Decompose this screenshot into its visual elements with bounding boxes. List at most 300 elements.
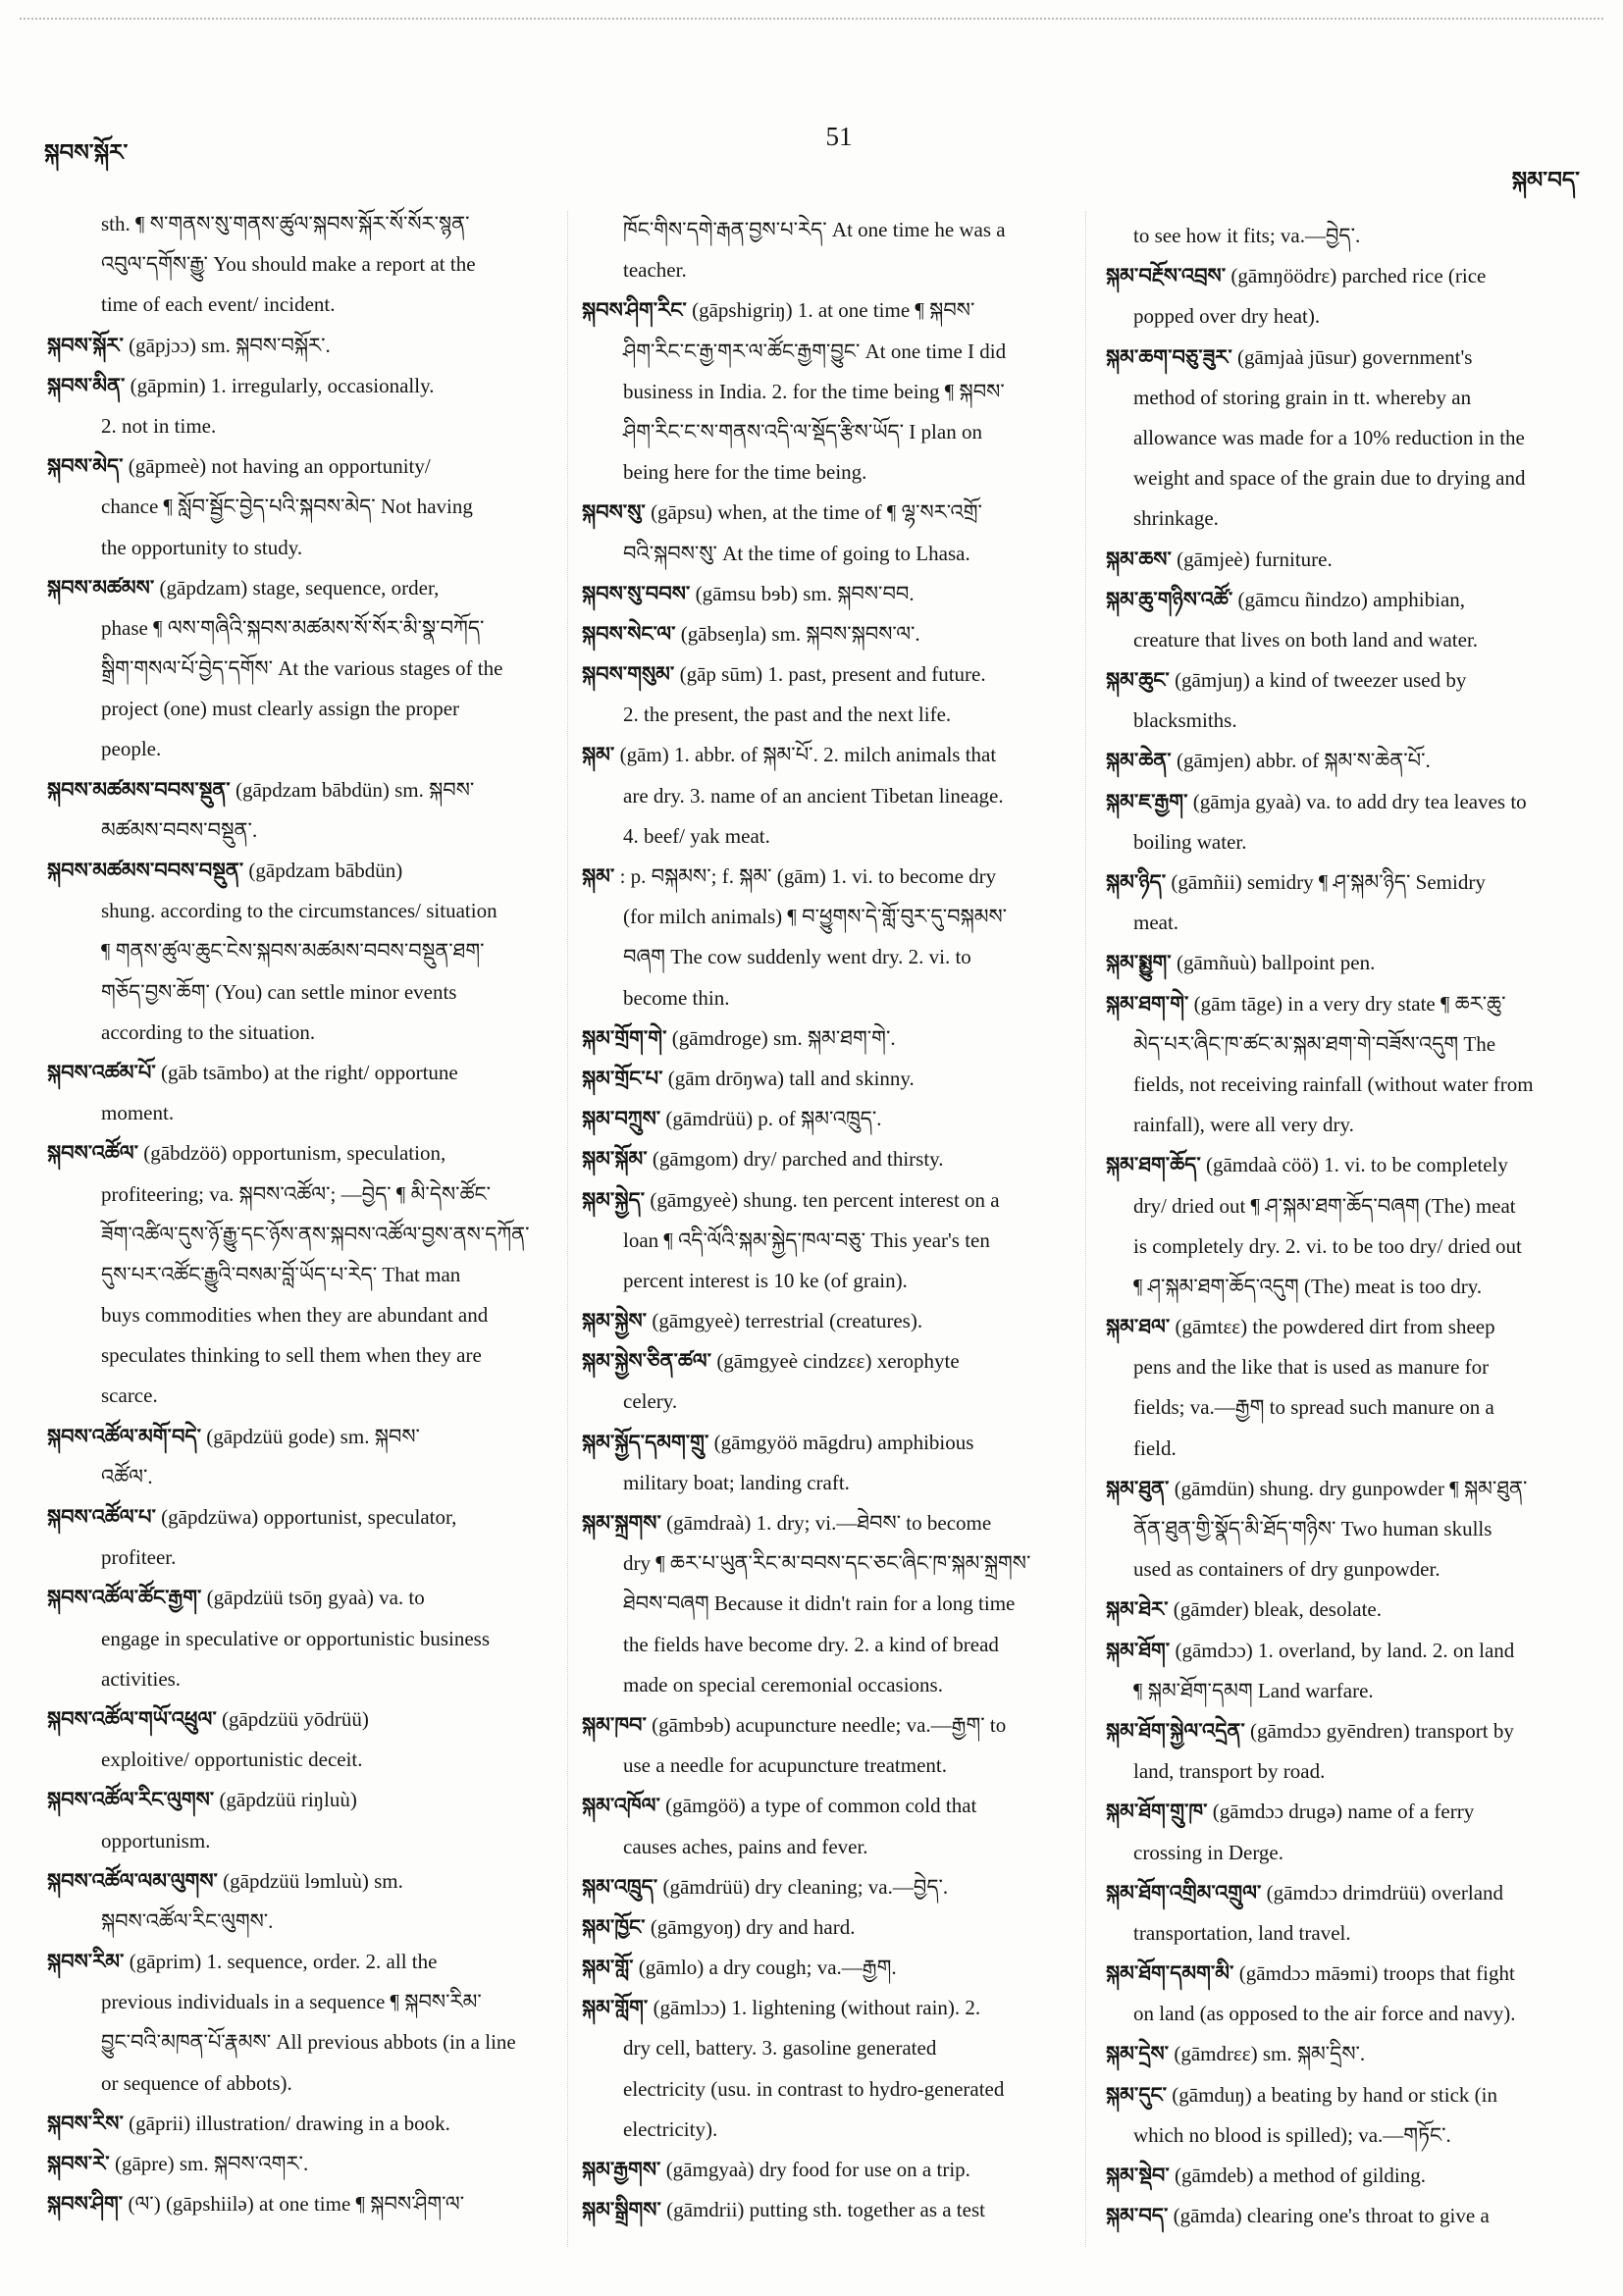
headword: སྐམ་སྐྱེས་ (582, 1309, 648, 1333)
entry-continuation-line (47, 1538, 554, 1578)
entry-continuation-line (582, 412, 1065, 452)
entry-continuation-line (1106, 1913, 1582, 1954)
dictionary-entry (47, 2184, 554, 2224)
definition-text: (gāmdün) shung. dry gunpowder ¶ སྐམ་ཐུན་ (1174, 1476, 1528, 1500)
definition-text: engage in speculative or opportunistic business (101, 1626, 490, 1650)
entry-first-line (582, 857, 1065, 897)
definition-text: causes aches, pains and fever. (623, 1834, 868, 1858)
entry-continuation-line (1106, 620, 1582, 660)
definition-text: (gāmdrɛɛ) sm. སྐམ་དྲིས་. (1174, 2042, 1366, 2066)
definition-text: moment. (101, 1101, 175, 1125)
headword: སྐབས་མཚམས་བབས་བསྡུན་ (47, 859, 244, 882)
entry-first-line (1106, 2196, 1582, 2236)
entry-first-line (1106, 1954, 1582, 1994)
headword: སྐམ་འཁོལ་ (582, 1794, 660, 1818)
headword: སྐམ་འཁྲུད་ (582, 1874, 658, 1899)
entry-first-line (1106, 1873, 1582, 1913)
entry-continuation-line (582, 1827, 1065, 1867)
entry-continuation-line (1106, 296, 1582, 337)
entry-continuation-line (1106, 1347, 1582, 1387)
definition-text: བཞག The cow suddenly went dry. 2. vi. to (623, 945, 971, 969)
entry-first-line (1106, 1631, 1582, 1671)
headword: སྐམ་གློ་ (582, 1956, 634, 1980)
dictionary-entry (1106, 1590, 1582, 1630)
definition-text: phase ¶ ལས་གཞིའི་སྐབས་མཚམས་སོ་སོར་མི་སྣ་བཀོད་ (101, 615, 485, 640)
definition-text: ཤིག་རིང་ང་ས་གནས་འདི་ལ་སྡོད་རྩིས་ཡོད་ I plan on (623, 419, 982, 444)
headword: སྐམ་ཐག་གེ་ (1106, 991, 1189, 1016)
page-number: 51 (825, 122, 853, 151)
dictionary-entry (582, 1988, 1065, 2150)
definition-text: 2. not in time. (101, 413, 217, 438)
headword: སྐབས་སྐོར་ (47, 333, 124, 357)
entry-continuation-line (582, 332, 1065, 372)
headword: སྐམ་བད་ (1106, 2204, 1169, 2228)
definition-text: profiteering; va. སྐབས་འཚོལ་; —བྱེད་ ¶ མི་དེས་ཚོང་ (101, 1181, 492, 1206)
headword: སྐབས་སུ་ (582, 500, 646, 525)
dictionary-entry (1106, 540, 1582, 580)
dictionary-entry (47, 1497, 554, 1578)
entry-first-line (582, 1907, 1065, 1948)
entry-continuation-line (1106, 498, 1582, 539)
dictionary-entry (1106, 1792, 1582, 1872)
dictionary-entry (582, 735, 1065, 857)
entry-first-line (1106, 660, 1582, 701)
definition-text: (gāmdrii) putting sth. together as a test (666, 2198, 985, 2222)
entry-continuation-line (47, 1174, 554, 1215)
dictionary-entry (47, 1417, 554, 1497)
definition-text: (for milch animals) ¶ བ་ཕྱུགས་དེ་གློ་བུར་དུ་བསྐམས་ (623, 905, 1008, 929)
definition-text: dry ¶ ཆར་པ་ཡུན་རིང་མ་བབས་དང་ཅང་ཞིང་ཁ་སྐམ་སྐྲགས་ (623, 1551, 1031, 1576)
dictionary-entry (582, 1341, 1065, 1422)
entry-continuation-line (1106, 1387, 1582, 1428)
definition-text: dry/ dried out ¶ ཤ་སྐམ་ཐག་ཆོད་བཞག (The) meat (1133, 1193, 1516, 1218)
entry-first-line (582, 1867, 1065, 1907)
dictionary-entry (582, 1301, 1065, 1341)
dictionary-entry (1106, 580, 1582, 660)
dictionary-entry (47, 446, 554, 568)
entry-continuation (582, 210, 1065, 290)
dictionary-entry (47, 326, 554, 366)
definition-text: use a needle for acupuncture treatment. (623, 1753, 948, 1778)
definition-text: the fields have become dry. 2. a kind of bread (623, 1632, 999, 1656)
definition-text: (gāmñii) semidry ¶ ཤ་སྐམ་ཉིད་ Semidry (1171, 870, 1486, 894)
dictionary-entry (582, 1705, 1065, 1786)
dictionary-entry (582, 1503, 1065, 1705)
entry-continuation-line (1106, 1509, 1582, 1549)
dictionary-entry (1106, 862, 1582, 943)
entry-first-line (582, 1301, 1065, 1341)
definition-text: ཁོང་གིས་དགེ་རྒན་བྱས་པ་རེད་ At one time he was a (623, 218, 1006, 241)
headword: སྐབས་འཚོལ་ (47, 1141, 139, 1166)
definition-text: made on special ceremonial occasions. (623, 1672, 943, 1696)
definition-text: (gāpdzüü tsōŋ gyaà) va. to (206, 1586, 425, 1610)
definition-text: (gāmñuù) ballpoint pen. (1176, 951, 1376, 975)
entry-continuation-line (1106, 1994, 1582, 2034)
entry-first-line (47, 2144, 554, 2184)
definition-text: being here for the time being. (623, 460, 867, 485)
headword: སྐབས་འཚོལ་མགོ་བདེ་ (47, 1424, 201, 1448)
definition-text: (gāmdrüü) dry cleaning; va.—བྱེད་. (662, 1874, 949, 1899)
headword: སྐམ་བརྔོས་འབྲས་ (1106, 264, 1227, 288)
definition-text: (gām drōŋwa) tall and skinny. (667, 1066, 915, 1090)
dictionary-entry (582, 1180, 1065, 1302)
dictionary-entry (1106, 1711, 1582, 1792)
definition-text: ནོན་ཐུན་གྱི་སྣོད་མི་ཐོད་གཉིས་ Two human skulls (1133, 1517, 1492, 1540)
definition-text: (gāmgyeè) terrestrial (creatures). (652, 1309, 923, 1333)
definition-text: (ལ་) (gāpshiilə) at one time ¶ སྐབས་ཤིག་ལ་ (128, 2192, 465, 2217)
definition-text: (gāpdzüü riŋluù) (219, 1788, 357, 1812)
definition-text: percent interest is 10 ke (of grain). (623, 1268, 908, 1292)
entry-continuation-line (582, 2028, 1065, 2068)
definition-text: chance ¶ སློབ་སྦྱོང་བྱེད་པའི་སྐབས་མེད་ Not having (101, 495, 473, 519)
dictionary-entry (1106, 984, 1582, 1146)
entry-first-line (47, 1699, 554, 1740)
entry-continuation-line (47, 1821, 554, 1861)
dictionary-entry (1106, 338, 1582, 540)
entry-first-line (582, 614, 1065, 654)
dictionary-entry (47, 2104, 554, 2144)
definition-text: མཚམས་བབས་བསྡུན་. (101, 817, 258, 842)
dictionary-entry (582, 1867, 1065, 1907)
definition-text: (gāpdzam bābdün) (248, 859, 403, 882)
entry-first-line (47, 1053, 554, 1093)
dictionary-entry (1106, 943, 1582, 983)
dictionary-entry (1106, 1307, 1582, 1469)
definition-text: འཚོལ་. (101, 1464, 153, 1488)
dictionary-entry (1106, 660, 1582, 741)
dictionary-entry (582, 493, 1065, 573)
definition-text: (gāpre) sm. སྐབས་འགར་. (114, 2152, 309, 2175)
headword: སྐམ་ཐོག་གྲུ་ཁ་ (1106, 1800, 1208, 1824)
entry-first-line (1106, 1711, 1582, 1751)
entry-first-line (47, 1497, 554, 1538)
entry-continuation-line (582, 1463, 1065, 1503)
dictionary-entry (47, 1133, 554, 1416)
dictionary-entry (1106, 2196, 1582, 2236)
entry-first-line (582, 2150, 1065, 2190)
entry-continuation-line (1106, 903, 1582, 943)
entry-continuation-line (582, 452, 1065, 493)
entry-continuation-line (582, 1665, 1065, 1705)
definition-text: dry cell, battery. 3. gasoline generated (623, 2036, 937, 2061)
entry-first-line (1106, 1792, 1582, 1832)
scan-edge-line (20, 18, 1603, 20)
headword: སྐབས་མེད་ (47, 454, 124, 479)
entry-continuation-line (47, 810, 554, 851)
headword: སྐམ་ཆུང་ (1106, 668, 1170, 693)
definition-text: pens and the like that is used as manure for (1133, 1355, 1490, 1380)
entry-continuation-line (582, 2110, 1065, 2150)
headword: སྐམ་ཐག་ཆོད་ (1106, 1153, 1201, 1177)
entry-continuation-line (47, 1619, 554, 1659)
definition-text: (gāmda) clearing one's throat to give a (1173, 2204, 1490, 2228)
headword: སྐབས་སུ་བབས་ (582, 581, 691, 605)
dictionary-entry (582, 654, 1065, 735)
dictionary-entry (1106, 1873, 1582, 1954)
definition-text: (gāp sūm) 1. past, present and future. (679, 662, 986, 687)
definition-text: on land (as opposed to the air force and navy). (1133, 2002, 1516, 2026)
definition-text: rainfall), were all very dry. (1133, 1113, 1354, 1137)
definition-text: time of each event/ incident. (101, 292, 336, 317)
definition-text: loan ¶ འདི་ལོའི་སྐམ་སྐྱེད་ཁལ་བཅུ་ This year's ten (623, 1227, 990, 1252)
headword: སྐབས་འཚོལ་པ་ (47, 1505, 156, 1529)
headword: སྐབས་འཚོལ་ཚོང་རྒྱག་ (47, 1586, 202, 1610)
entry-first-line (582, 1988, 1065, 2028)
headword: སྐམ་གྲོག་གེ་ (582, 1025, 667, 1050)
entry-first-line (582, 1341, 1065, 1382)
dictionary-entry (582, 1099, 1065, 1139)
column-1 (47, 204, 554, 2224)
entry-continuation-line (582, 250, 1065, 290)
dictionary-entry (47, 1699, 554, 1780)
definition-text: teacher. (623, 258, 687, 283)
definition-text: མེད་པར་ཞིང་ཁ་ཚང་མ་སྐམ་ཐག་གེ་བཟོས་འདུག The (1133, 1031, 1496, 1056)
definition-text: (gābdzöö) opportunism, speculation, (143, 1141, 446, 1166)
headword: སྐམ་གློག་ (582, 1996, 649, 2020)
dictionary-entry (582, 2150, 1065, 2190)
entry-continuation (1106, 216, 1582, 256)
dictionary-entry (1106, 782, 1582, 862)
entry-first-line (1106, 1145, 1582, 1185)
definition-text: (gām tāge) in a very dry state ¶ ཆར་ཆུ་ (1193, 991, 1506, 1016)
definition-text: (gāmduŋ) a beating by hand or stick (in (1172, 2082, 1497, 2107)
definition-text: (gāmdroge) sm. སྐམ་ཐག་གེ་. (671, 1025, 896, 1050)
definition-text: (gāpdzam) stage, sequence, order, (159, 575, 440, 600)
definition-text: (gāmdɔɔ) 1. overland, by land. 2. on land (1175, 1638, 1515, 1662)
definition-text: creature that lives on both land and water. (1133, 627, 1479, 652)
dictionary-entry (47, 851, 554, 1053)
entry-first-line (1106, 1469, 1582, 1509)
entry-continuation-line (582, 1261, 1065, 1301)
entry-continuation-line (582, 897, 1065, 937)
entry-continuation-line (47, 285, 554, 325)
definition-text: crossing in Derge. (1133, 1840, 1283, 1864)
entry-first-line (1106, 338, 1582, 378)
definition-text: method of storing grain in tt. whereby an (1133, 385, 1472, 409)
definition-text: ཤིག་རིང་ང་རྒྱ་གར་ལ་ཚོང་རྒྱག་བྱུང་ At one time I did (623, 339, 1007, 363)
entry-continuation-line (582, 1382, 1065, 1422)
definition-text: 2. the present, the past and the next life. (623, 703, 952, 727)
dictionary-entry (1106, 1954, 1582, 2034)
entry-continuation-line (47, 649, 554, 689)
entry-continuation-line (1106, 378, 1582, 418)
entry-continuation-line (47, 1335, 554, 1376)
definition-text: popped over dry heat). (1133, 304, 1321, 329)
dictionary-entry (47, 1578, 554, 1699)
headword: སྐབས་མཚམས་བབས་སྡུན་ (47, 777, 231, 802)
entry-first-line (582, 493, 1065, 533)
entry-continuation-line (582, 1221, 1065, 1261)
dictionary-entry (47, 770, 554, 851)
definition-text: (gābseŋla) sm. སྐབས་སྐབས་ལ་. (680, 621, 920, 646)
dictionary-entry (582, 614, 1065, 654)
definition-text: field. (1133, 1435, 1177, 1460)
headword: སྐམ་སྐྱེད་ (582, 1187, 646, 1212)
definition-text: གཅོད་བྱས་ཆོག་ (You) can settle minor events (101, 979, 457, 1004)
entry-continuation-line (582, 776, 1065, 816)
headword: སྐམ་ཐོག་འགྲིམ་འགྲུལ་ (1106, 1880, 1262, 1905)
entry-continuation-line (47, 1659, 554, 1699)
entry-continuation-line (1106, 1671, 1582, 1711)
entry-continuation-line (1106, 1186, 1582, 1226)
definition-text: which no blood is spilled); va.—གཏོང་. (1133, 2122, 1451, 2147)
definition-text: སྐབས་འཚོལ་རིང་ལུགས་. (101, 1908, 274, 1933)
definition-text: (gāmgyaà) dry food for use on a trip. (665, 2158, 970, 2181)
headword: སྐབས་ཤིག་ (47, 2192, 124, 2217)
definition-text: (gāmdɔɔ drugə) name of a ferry (1212, 1800, 1475, 1824)
definition-text: weight and space of the grain due to drying and (1133, 466, 1526, 491)
dictionary-entry (1106, 2156, 1582, 2196)
entry-continuation-line (1106, 1549, 1582, 1590)
headword: སྐབས་འཚོལ་གཡོ་འཕྲུལ་ (47, 1706, 217, 1731)
definition-text: ཟོག་འཚིལ་དུས་ཉོ་རྒྱུ་དང་ཉོས་ནས་སྐབས་འཚོལ་བྱས་ནས་དཀོན་ (101, 1222, 530, 1246)
definition-text: (gāmgyöö māgdru) amphibious (713, 1430, 974, 1454)
entry-continuation-line (47, 1376, 554, 1416)
entry-continuation-line (47, 1295, 554, 1335)
entry-first-line (582, 735, 1065, 775)
entry-continuation-line (1106, 1105, 1582, 1145)
definition-text: (gāmsu bɘb) sm. སྐབས་བབ. (695, 581, 915, 605)
entry-continuation-line (582, 1625, 1065, 1665)
definition-text: (gāpdzüwa) opportunist, speculator, (161, 1505, 457, 1529)
definition-text: (gāmdraà) 1. dry; vi.—ཐེབས་ to become (666, 1511, 992, 1535)
entry-continuation-line (582, 534, 1065, 574)
dictionary-entry (582, 574, 1065, 614)
entry-continuation-line (1106, 2115, 1582, 2156)
definition-text: (gāmcu ñindzo) amphibian, (1237, 587, 1466, 611)
definition-text: (gāpdzam bābdün) sm. སྐབས་ (235, 777, 475, 802)
definition-text: activities. (101, 1666, 182, 1691)
entry-first-line (1106, 2156, 1582, 2196)
entry-continuation-line (1106, 1226, 1582, 1267)
definition-text: buys commodities when they are abundant and (101, 1303, 489, 1328)
entry-first-line (1106, 2075, 1582, 2115)
definition-text: shung. according to the circumstances/ situation (101, 899, 497, 923)
definition-text: speculates thinking to sell them when they are (101, 1343, 482, 1368)
entry-first-line (582, 1503, 1065, 1543)
entry-continuation-line (582, 816, 1065, 857)
dictionary-entry (1106, 1631, 1582, 1711)
dictionary-entry (582, 1907, 1065, 1948)
entry-first-line (1106, 580, 1582, 620)
definition-text: (gāmjen) abbr. of སྐམ་ས་ཆེན་པོ་. (1176, 749, 1431, 773)
headword: སྐམ་སྒྲིགས་ (582, 2198, 661, 2222)
headword: སྐམ་ཐེར་ (1106, 1597, 1169, 1622)
entry-continuation-line (47, 891, 554, 931)
headword: སྐམ་ཆུ་གཉིས་འཚོ་ (1106, 587, 1233, 611)
entry-first-line (1106, 1307, 1582, 1347)
definition-text: (gāpsu) when, at the time of ¶ ལྷ་སར་འགྲོ་ (651, 500, 982, 525)
entry-continuation-line (582, 978, 1065, 1018)
definition-text: དུས་པར་འཚོང་རྒྱུའི་བསམ་བློ་ཡོད་པ་རེད་ That man (101, 1262, 461, 1286)
definition-text: the opportunity to study. (101, 535, 303, 559)
definition-text: to see how it fits; va.—བྱེད་. (1133, 224, 1361, 247)
entry-first-line (582, 574, 1065, 614)
headword: སྐབས་འཚོལ་རིང་ལུགས་ (47, 1788, 215, 1812)
headword: སྐབས་མིན་ (47, 373, 126, 397)
definition-text: (gāmja gyaà) va. to add dry tea leaves to (1192, 789, 1527, 813)
definition-text: (gāmŋöödrɛ) parched rice (rice (1230, 264, 1487, 288)
entry-first-line (47, 326, 554, 366)
entry-first-line (582, 1059, 1065, 1099)
entry-first-line (47, 446, 554, 487)
entry-first-line (1106, 862, 1582, 903)
entry-continuation-line (47, 1457, 554, 1497)
headword: སྐམ་སྐྱེས་ཅིན་ཚལ་ (582, 1349, 712, 1374)
headword: སྐམ་ཇ་རྒྱག་ (1106, 789, 1188, 813)
entry-continuation-line (47, 972, 554, 1013)
definition-text: (gāmjaà jūsur) government's (1237, 344, 1473, 369)
headword: སྐམ་ཐོག་དམག་མི་ (1106, 1961, 1234, 1986)
definition-text: become thin. (623, 985, 730, 1010)
entry-continuation-line (1106, 458, 1582, 498)
definition-text: འབུལ་དགོས་རྒྱུ་ You should make a report at the (101, 252, 476, 277)
entry-continuation-line (1106, 1024, 1582, 1065)
definition-text: (gāmgyoŋ) dry and hard. (650, 1914, 856, 1939)
definition-text: སྒྲིག་གསལ་པོ་བྱེད་དགོས་ At the various stages of the (101, 656, 503, 681)
dictionary-entry (47, 1861, 554, 1942)
definition-text: previous individuals in a sequence ¶ སྐབས་རིམ་ (101, 1990, 482, 2014)
definition-text: fields; va.—རྒྱག to spread such manure on a (1133, 1395, 1494, 1420)
definition-text: land, transport by road. (1133, 1759, 1326, 1784)
dictionary-entry (1106, 2034, 1582, 2074)
definition-text: used as containers of dry gunpowder. (1133, 1557, 1440, 1582)
column-2 (582, 210, 1065, 2230)
entry-continuation-line (582, 372, 1065, 412)
entry-continuation-line (1106, 1267, 1582, 1307)
definition-text: ¶ ཤ་སྐམ་ཐག་ཆོད་འདུག (The) meat is too dry. (1133, 1274, 1483, 1298)
dictionary-entry (47, 366, 554, 446)
headword: སྐབས་མཚམས་ (47, 575, 155, 600)
entry-first-line (1106, 943, 1582, 983)
entry-continuation-line (47, 1215, 554, 1255)
dictionary-entry (1106, 1469, 1582, 1591)
definition-text: business in India. 2. for the time being ¶ སྐབས་ (623, 379, 1005, 403)
entry-continuation-line (1106, 418, 1582, 458)
definition-text: (gāpdzüü lɘmluù) sm. (223, 1868, 403, 1893)
definition-text: celery. (623, 1389, 678, 1414)
dictionary-entry (582, 2190, 1065, 2230)
dictionary-entry (582, 1786, 1065, 1866)
entry-continuation-line (47, 487, 554, 527)
definition-text: བྱུང་བའི་མཁན་པོ་རྣམས་ All previous abbots (in a line (101, 2030, 516, 2055)
entry-continuation-line (582, 1543, 1065, 1584)
headword: སྐམ་སྐྲགས་ (582, 1511, 661, 1535)
dictionary-entry (47, 568, 554, 770)
definition-text: (gāmtɛɛ) the powdered dirt from sheep (1175, 1315, 1495, 1339)
definition-text: (gāmdɔɔ gyēndren) transport by (1250, 1718, 1514, 1743)
dictionary-entry (582, 1059, 1065, 1099)
entry-continuation-line (1106, 216, 1582, 256)
definition-text: (gāmdrüü) p. of སྐམ་འཁྲུད་. (665, 1107, 882, 1131)
dictionary-entry (47, 1053, 554, 1133)
right-guide-word: སྐམ་བད་ (1511, 168, 1580, 192)
definition-text: (gāprii) illustration/ drawing in a book. (129, 2111, 450, 2135)
definition-text: are dry. 3. name of an ancient Tibetan lineage. (623, 783, 1004, 808)
entry-first-line (47, 770, 554, 810)
entry-continuation-line (47, 729, 554, 769)
headword: སྐམ་སྐོམ་ (582, 1147, 648, 1172)
headword: སྐམ་བཀྲུས་ (582, 1107, 661, 1131)
entry-continuation-line (582, 1584, 1065, 1624)
entry-continuation (47, 204, 554, 326)
headword: སྐམ་ཆེན་ (1106, 749, 1172, 773)
entry-continuation-line (1106, 1065, 1582, 1105)
definition-text: ¶ གནས་ཚུལ་ཆུང་ངེས་སྐབས་མཚམས་བབས་བསྡུན་ཐག་ (101, 939, 485, 964)
definition-text: electricity). (623, 2116, 718, 2141)
entry-continuation-line (582, 210, 1065, 250)
entry-first-line (1106, 984, 1582, 1024)
